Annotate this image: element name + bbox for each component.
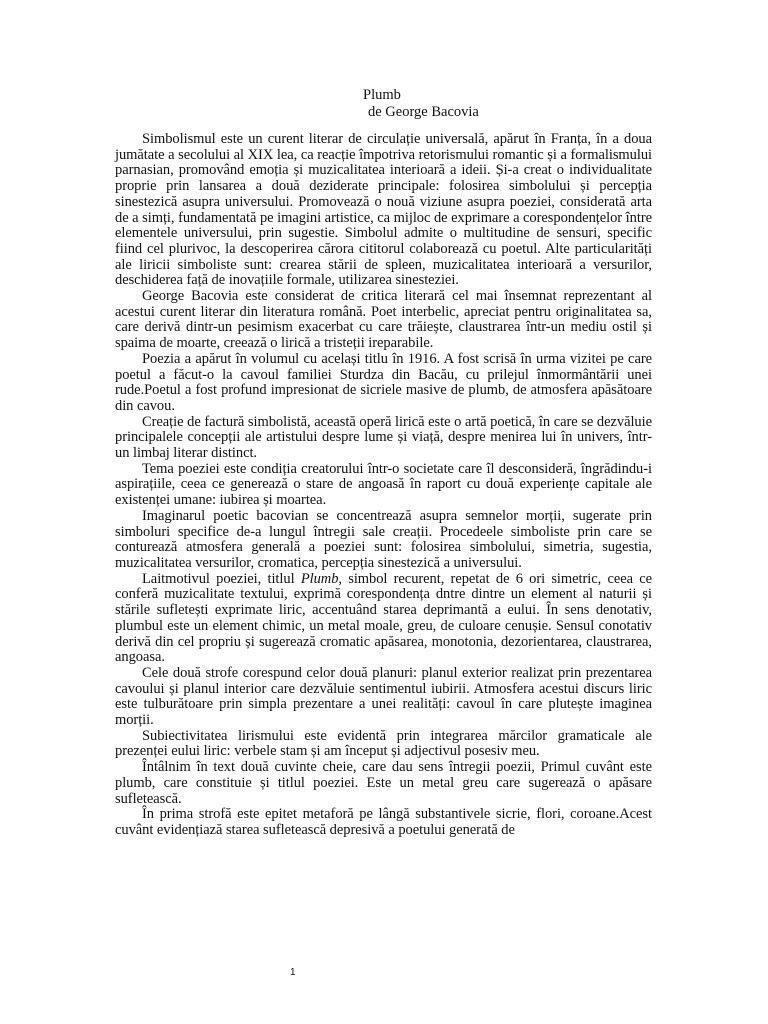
paragraph-symbolism: Simbolismul este un curent literar de circulație universală, apărut în Franța, în a doua jumătate a secolului al XIX lea, ca reacție împotriva retorismului romantic și a formalismului parnasian, promovând emoția și muzicalitatea interioară a ideii. Și-a creat o individualitate proprie prin lansarea a două deziderate principale: folosirea simbolului și percepția sinestezică asupra universului. Promovează o nouă viziune asupra poeziei, considerată arta de a simți, fundamentată pe imagini artistice, ca mijloc de exprimare a corespondențelor între elementele universului, prin sugestie. Simbolul admite o multitudine de sensuri, specific fiind cel plurivoc, la descoperirea cărora cititorul colaborează cu poetul. Alte particularități ale liricii simboliste sunt: crearea stării de spleen, muzicalitatea interioară a versurilor, deschiderea față de inovațiile formale, utilizarea sinesteziei. bbox=[115, 131, 652, 289]
paragraph-imagery: Imaginarul poetic bacovian se concentrează asupra semnelor morții, sugerate prin simboluri specifice de-a lungul întregii sale creații. Procedeele simboliste prin care se conturează atmosfera generală a poeziei sunt: folosirea simbolului, simetria, sugestia, muzicalitatea versurilor, cromatica, percepția sinestezică a universului. bbox=[115, 507, 652, 571]
leitmotif-title-italic: Plumb bbox=[300, 570, 339, 587]
document-title: Plumb bbox=[363, 87, 401, 103]
paragraph-theme: Tema poeziei este condiția creatorului într-o societate care îl desconsideră, îngrădindu-i aspirațiile, ceea ce generează o stare de angoasă în raport cu două experiențe capitale ale existenței umane: iubirea și moartea. bbox=[115, 460, 652, 509]
body-text bbox=[115, 132, 652, 839]
paragraph-bacovia: George Bacovia este considerat de critica literară cel mai însemnat reprezentant al acestui curent literar din literatura română. Poet interbelic, apreciat pentru originalitatea sa, care derivă dintr-un pesimism exacerbat cu care trăiește, claustrarea într-un mediu ostil și spaima de moarte, creează o lirică a tristeții ireparabile. bbox=[115, 288, 652, 352]
paragraph-ars-poetica: Creație de factură simbolistă, această operă lirică este o artă poetică, în care se dezvăluie principalele concepții ale artistului despre lume și viață, despre menirea lui în univers, într-un limbaj literar distinct. bbox=[115, 413, 652, 462]
title-block bbox=[0, 87, 768, 121]
paragraph-publication: Poezia a apărut în volumul cu același titlu în 1916. A fost scrisă în urma vizitei pe care poetul a făcut-o la cavoul familiei Sturdza din Bacău, cu prilejul înmormântării unei rude.Poetul a fost profund impresionat de sicriele masive de plumb, de atmosfera apăsătoare din cavou. bbox=[115, 350, 652, 414]
paragraph-strophes: Cele două strofe corespund celor două planuri: planul exterior realizat prin prezentarea cavoului și planul interior care dezvăluie sentimentul iubirii. Atmosfera acestui discurs liric este tulburătoare prin simpla prezentare a unei realități: cavoul în care plutește imaginea morții. bbox=[115, 664, 652, 729]
leitmotif-text-after: , simbol recurent, repetat de 6 ori simetric, ceea ce conferă muzicalitate textului, exprimă corespondența dntre dintre un element al naturii și stările sufletești exprimate liric, accentuând starea deprimantă a eului. În sens denotativ, plumbul este un element chimic, un metal moale, greu, de culoare cenușie. Sensul conotativ derivă din cel propriu și sugerează cromatic apăsarea, monotonia, dezorientarea, claustrarea, angoasa. bbox=[115, 570, 652, 666]
leitmotif-text-before: Laitmotivul poeziei, titlul bbox=[142, 570, 301, 587]
paragraph-subjectivity: Subiectivitatea lirismului este evidentă prin integrarea mărcilor gramaticale ale prezenței eului liric: verbele stam și am început și adjectivul posesiv meu. bbox=[115, 727, 652, 760]
paragraph-keywords: Întâlnim în text două cuvinte cheie, care dau sens întregii poezii, Primul cuvânt este plumb, care constituie și titlul poeziei. Este un metal greu care sugerează o apăsare sufletească. bbox=[115, 759, 652, 807]
paragraph-first-strophe: În prima strofă este epitet metaforă pe lângă substantivele sicrie, flori, coroane.Acest cuvânt evidențiază starea sufletească depresivă a poetului generată de bbox=[115, 806, 652, 838]
page-number: 1 bbox=[290, 967, 296, 978]
paragraph-leitmotif bbox=[115, 572, 652, 666]
document-author: de George Bacovia bbox=[368, 104, 479, 120]
